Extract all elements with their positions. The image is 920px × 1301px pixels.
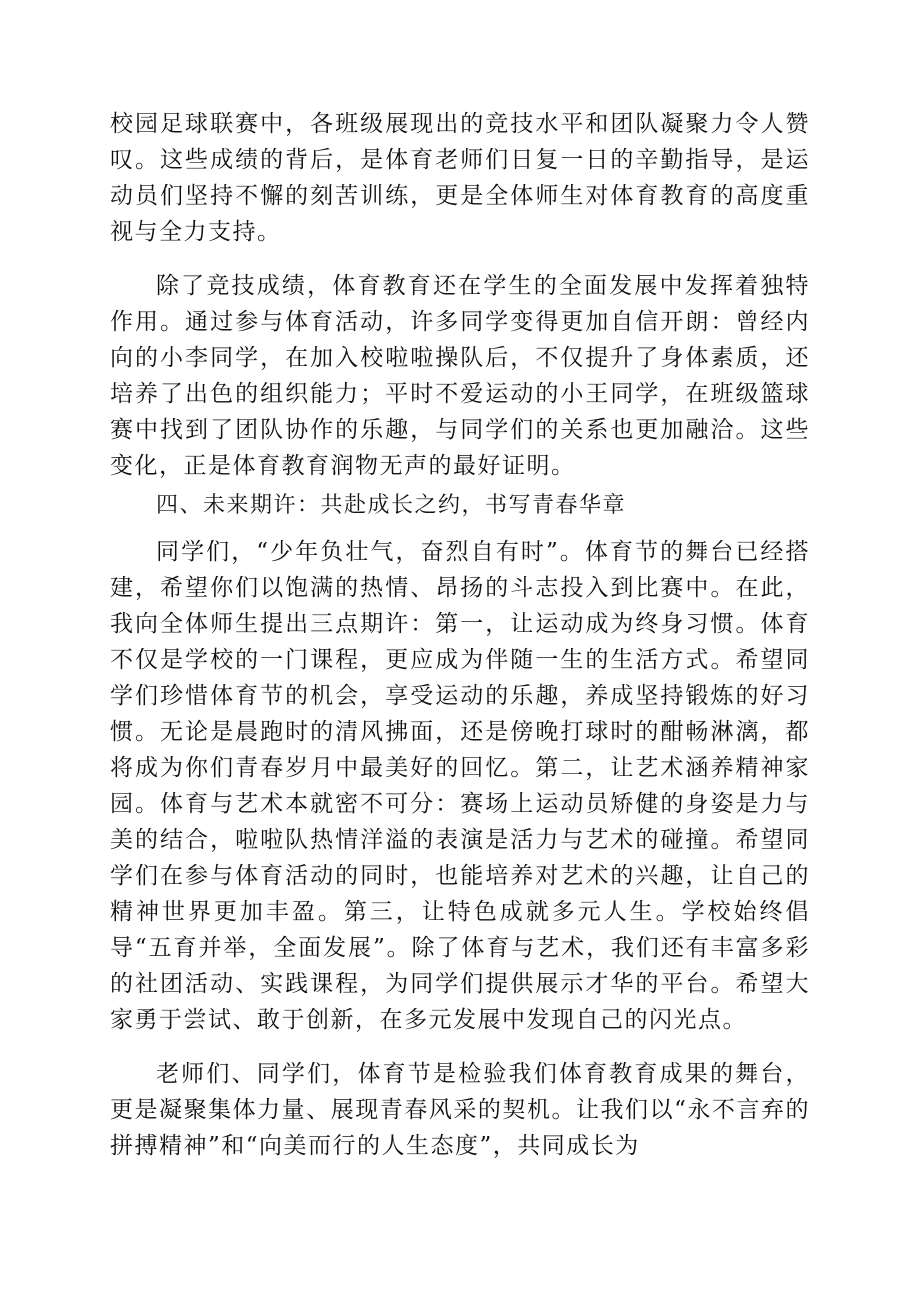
paragraph-continued: 校园足球联赛中，各班级展现出的竞技水平和团队凝聚力令人赞叹。这些成绩的背后，是体育老师们日复一日的辛勤指导，是运动员们坚持不懈的刻苦训练，更是全体师生对体育教育的高度重视与全力支持。: [110, 111, 810, 245]
paragraph-group-bottom: [110, 534, 810, 1164]
paragraph-closing: 老师们、同学们，体育节是检验我们体育教育成果的舞台，更是凝聚集体力量、展现青春风采的契机。让我们以“永不言弃的拼搏精神”和“向美而行的人生态度”，共同成长为: [110, 1061, 810, 1159]
paragraph-development: 除了竞技成绩，体育教育还在学生的全面发展中发挥着独特作用。通过参与体育活动，许多同学变得更加自信开朗：曾经内向的小李同学，在加入校啦啦操队后，不仅提升了身体素质，还培养了出色的组织能力；平时不爱运动的小王同学，在班级篮球赛中找到了团队协作的乐趣，与同学们的关系也更加融洽。这些变化，正是体育教育润物无声的最好证明。: [110, 273, 810, 479]
paragraph-expectations: 同学们，“少年负壮气，奋烈自有时”。体育节的舞台已经搭建，希望你们以饱满的热情、昂扬的斗志投入到比赛中。在此，我向全体师生提出三点期许：第一，让运动成为终身习惯。体育不仅是学校的一门课程，更应成为伴随一生的生活方式。希望同学们珍惜体育节的机会，享受运动的乐趣，养成坚持锻炼的好习惯。无论是晨跑时的清风拂面，还是傍晚打球时的酣畅淋漓，都将成为你们青春岁月中最美好的回忆。第二，让艺术涵养精神家园。体育与艺术本就密不可分：赛场上运动员矫健的身姿是力与美的结合，啦啦队热情洋溢的表演是活力与艺术的碰撞。希望同学们在参与体育活动的同时，也能培养对艺术的兴趣，让自己的精神世界更加丰盈。第三，让特色成就多元人生。学校始终倡导“五育并举，全面发展”。除了体育与艺术，我们还有丰富多彩的社团活动、实践课程，为同学们提供展示才华的平台。希望大家勇于尝试、敢于创新，在多元发展中发现自己的闪光点。: [110, 539, 810, 1033]
paragraph-group-top: [110, 106, 810, 484]
section-heading: 四、未来期许：共赴成长之约，书写青春华章: [156, 493, 627, 518]
